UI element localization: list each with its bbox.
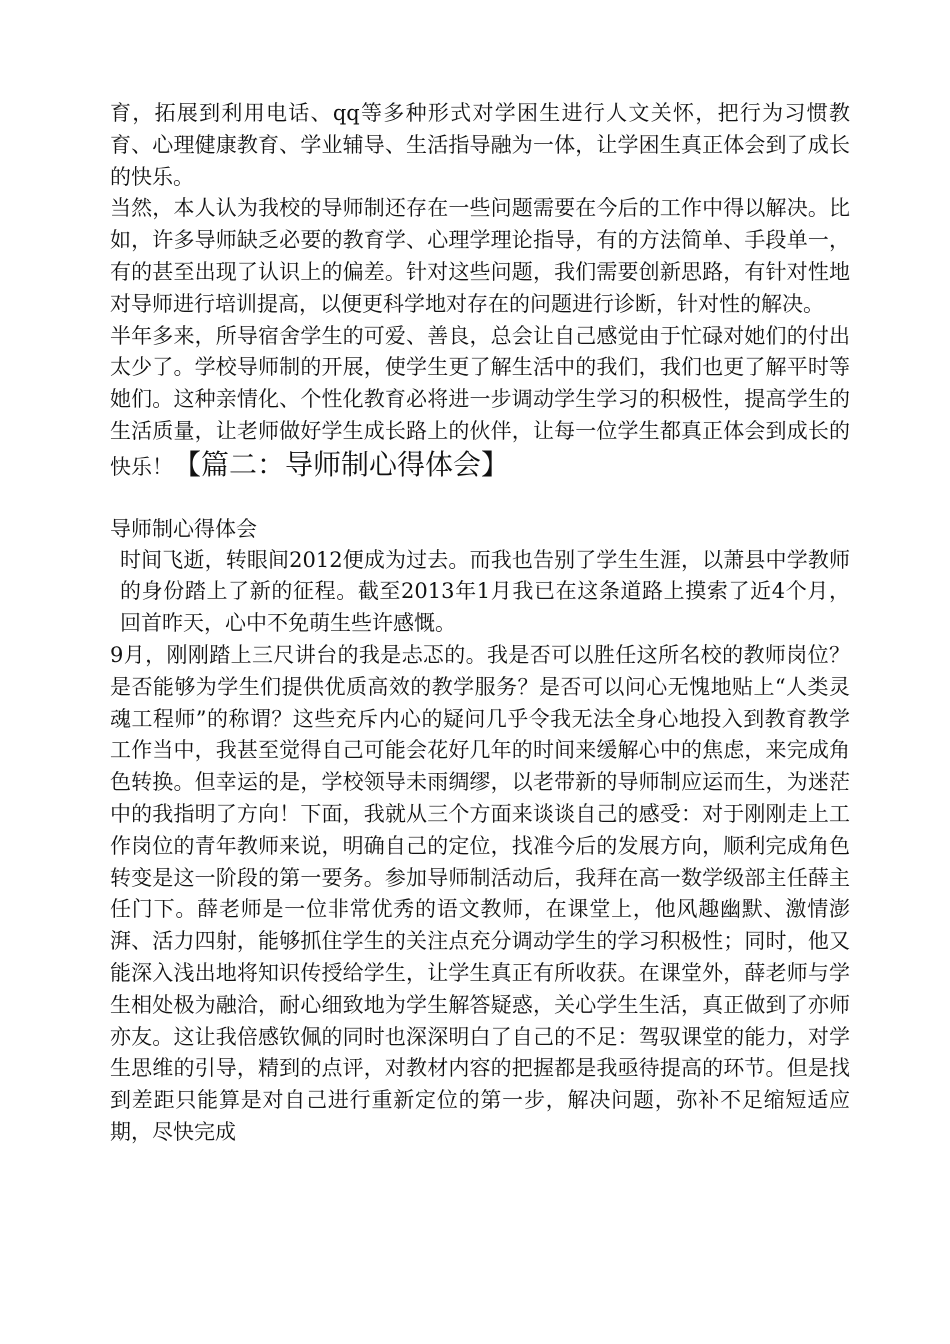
paragraph-2: 当然，本人认为我校的导师制还存在一些问题需要在今后的工作中得以解决。比如，许多导师缺乏必要的教育学、心理学理论指导，有的方法简单、手段单一，有的甚至出现了认识上的偏差。针对这些问题，我们需要创新思路，有针对性地对导师进行培训提高，以便更科学地对存在的问题进行诊断，针对性的解决。: [110, 196, 850, 316]
section-subtitle: 导师制心得体会: [110, 516, 257, 541]
paragraph-3: [110, 321, 850, 484]
paragraph-3-text: 半年多来，所导宿舍学生的可爱、善良，总会让自己感觉由于忙碌对她们的付出太少了。学校导师制的开展，使学生更了解生活中的我们，我们也更了解平时等她们。这种亲情化、个性化教育必将进一步调动学生学习的积极性，提高学生的生活质量，让老师做好学生成长路上的伙伴，让每一位学生都真正体会到成长的快乐！: [110, 323, 850, 479]
document-page: [110, 98, 850, 1149]
paragraph-1: 育，拓展到利用电话、qq等多种形式对学困生进行人文关怀，把行为习惯教育、心理健康教育、学业辅导、生活指导融为一体，让学困生真正体会到了成长的快乐。: [110, 101, 850, 189]
paragraph-5: 9月，刚刚踏上三尺讲台的我是忐忑的。我是否可以胜任这所名校的教师岗位？是否能够为学生们提供优质高效的教学服务？是否可以问心无愧地贴上“人类灵魂工程师”的称谓？这些充斥内心的疑问几乎令我无法全身心地投入到教育教学工作当中，我甚至觉得自己可能会花好几年的时间来缓解心中的焦虑，来完成角色转换。但幸运的是，学校领导未雨绸缪，以老带新的导师制应运而生，为迷茫中的我指明了方向！下面，我就从三个方面来谈谈自己的感受：对于刚刚走上工作岗位的青年教师来说，明确自己的定位，找准今后的发展方向，顺利完成角色转变是这一阶段的第一要务。参加导师制活动后，我拜在高一数学级部主任薛主任门下。薛老师是一位非常优秀的语文教师，在课堂上，他风趣幽默、激情澎湃、活力四射，能够抓住学生的关注点充分调动学生的学习积极性；同时，他又能深入浅出地将知识传授给学生，让学生真正有所收获。在课堂外，薛老师与学生相处极为融洽，耐心细致地为学生解答疑惑，关心学生生活，真正做到了亦师亦友。这让我倍感钦佩的同时也深深明白了自己的不足：驾驭课堂的能力，对学生思维的引导，精到的点评，对教材内容的把握都是我亟待提高的环节。但是找到差距只能算是对自己进行重新定位的第一步，解决问题，弥补不足缩短适应期，尽快完成: [110, 642, 850, 1144]
paragraph-4: 时间飞逝，转眼间2012便成为过去。而我也告别了学生生涯，以萧县中学教师的身份踏上了新的征程。截至2013年1月我已在这条道路上摸索了近4个月，回首昨天，心中不免萌生些许感慨。: [120, 547, 850, 636]
section-heading: 【篇二：导师制心得体会】: [173, 447, 510, 481]
